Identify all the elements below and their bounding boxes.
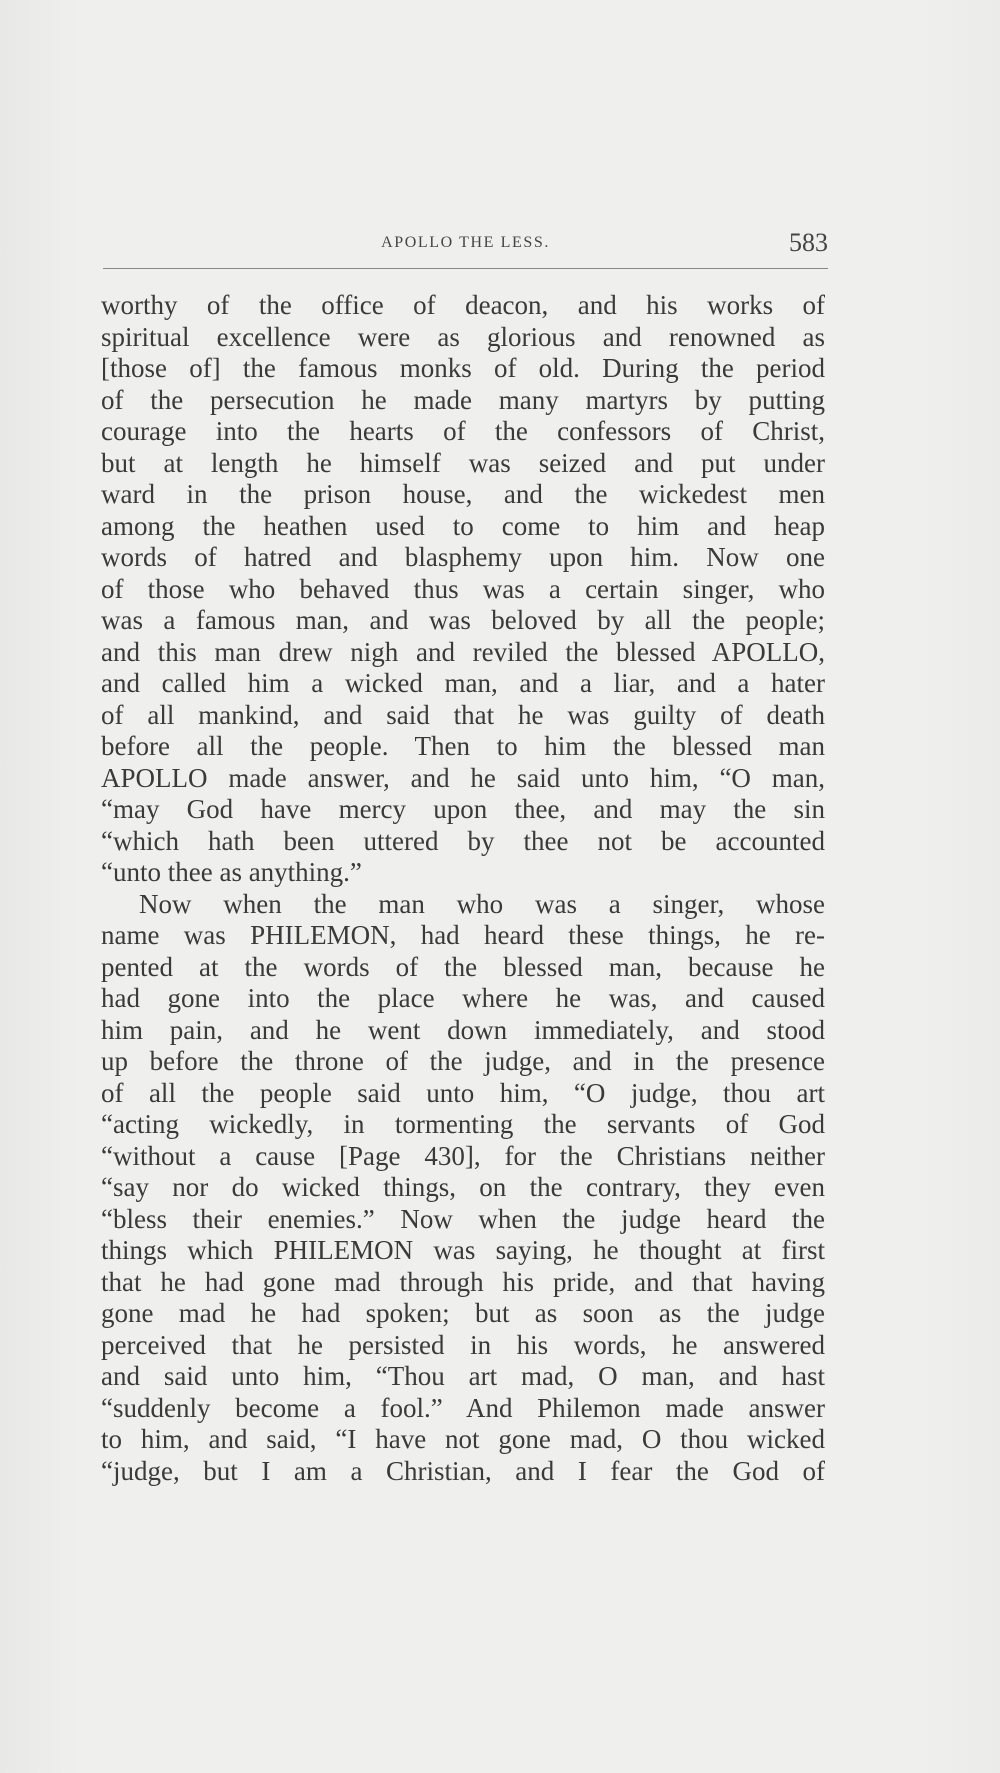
text-line: “without a cause [Page 430], for the Christians neither bbox=[101, 1140, 825, 1171]
text-line: to him, and said, “I have not gone mad, O thou wicked bbox=[101, 1424, 825, 1454]
text-line: him pain, and he went down immediately, and stood bbox=[101, 1014, 825, 1045]
text-line: “bless their enemies.” Now when the judge heard the bbox=[101, 1203, 825, 1234]
text-line: and said unto him, “Thou art mad, O man, and hast bbox=[101, 1361, 825, 1391]
running-head: APOLLO THE LESS. bbox=[381, 234, 550, 251]
text-line: of the persecution he made many martyrs by putting bbox=[101, 384, 825, 415]
text-line: worthy of the office of deacon, and his works of bbox=[101, 290, 825, 320]
text-line: “suddenly become a fool.” And Philemon made answer bbox=[101, 1392, 825, 1423]
text-line: among the heathen used to come to him and heap bbox=[101, 510, 825, 541]
text-line: “say nor do wicked things, on the contrary, they even bbox=[101, 1172, 825, 1202]
text-line: of those who behaved thus was a certain singer, who bbox=[101, 573, 825, 604]
text-line: that he had gone mad through his pride, and that having bbox=[101, 1266, 825, 1297]
text-line: ward in the prison house, and the wickedest men bbox=[101, 479, 825, 509]
text-line: “acting wickedly, in tormenting the servants of God bbox=[101, 1109, 825, 1139]
text-line: but at length he himself was seized and put under bbox=[101, 447, 825, 478]
text-line: words of hatred and blasphemy upon him. Now one bbox=[101, 542, 825, 572]
text-line: APOLLO made answer, and he said unto him, “O man, bbox=[101, 762, 825, 793]
paragraph-1 bbox=[101, 290, 825, 889]
page-number: 583 bbox=[789, 228, 828, 257]
text-line: “judge, but I am a Christian, and I fear the God of bbox=[101, 1455, 825, 1486]
text-line: courage into the hearts of the confessors of Christ, bbox=[101, 416, 825, 446]
text-line: “unto thee as anything.” bbox=[101, 857, 362, 887]
text-line: Now when the man who was a singer, whose bbox=[139, 888, 825, 919]
header-rule bbox=[103, 268, 828, 269]
text-line: “may God have mercy upon thee, and may the sin bbox=[101, 794, 825, 824]
text-line: name was PHILEMON, had heard these things, he re- bbox=[101, 920, 825, 950]
text-line: and this man drew nigh and reviled the blessed APOLLO, bbox=[101, 636, 825, 667]
paragraph-2 bbox=[101, 889, 825, 1488]
text-line: things which PHILEMON was saying, he thought at first bbox=[101, 1235, 825, 1265]
text-line: gone mad he had spoken; but as soon as the judge bbox=[101, 1298, 825, 1328]
text-line: “which hath been uttered by thee not be accounted bbox=[101, 825, 825, 856]
text-line: pented at the words of the blessed man, because he bbox=[101, 951, 825, 982]
text-line: had gone into the place where he was, and caused bbox=[101, 983, 825, 1013]
page-header bbox=[103, 228, 828, 274]
text-line: [those of] the famous monks of old. During the period bbox=[101, 353, 825, 383]
text-line: spiritual excellence were as glorious and renowned as bbox=[101, 321, 825, 352]
text-line: perceived that he persisted in his words, he answered bbox=[101, 1329, 825, 1360]
text-line: of all mankind, and said that he was guilty of death bbox=[101, 699, 825, 730]
text-line: before all the people. Then to him the blessed man bbox=[101, 731, 825, 761]
text-line: and called him a wicked man, and a liar, and a hater bbox=[101, 668, 825, 698]
text-line: of all the people said unto him, “O judge, thou art bbox=[101, 1077, 825, 1108]
body-text bbox=[101, 290, 825, 1487]
text-line: was a famous man, and was beloved by all the people; bbox=[101, 605, 825, 635]
text-line: up before the throne of the judge, and in the presence bbox=[101, 1046, 825, 1076]
